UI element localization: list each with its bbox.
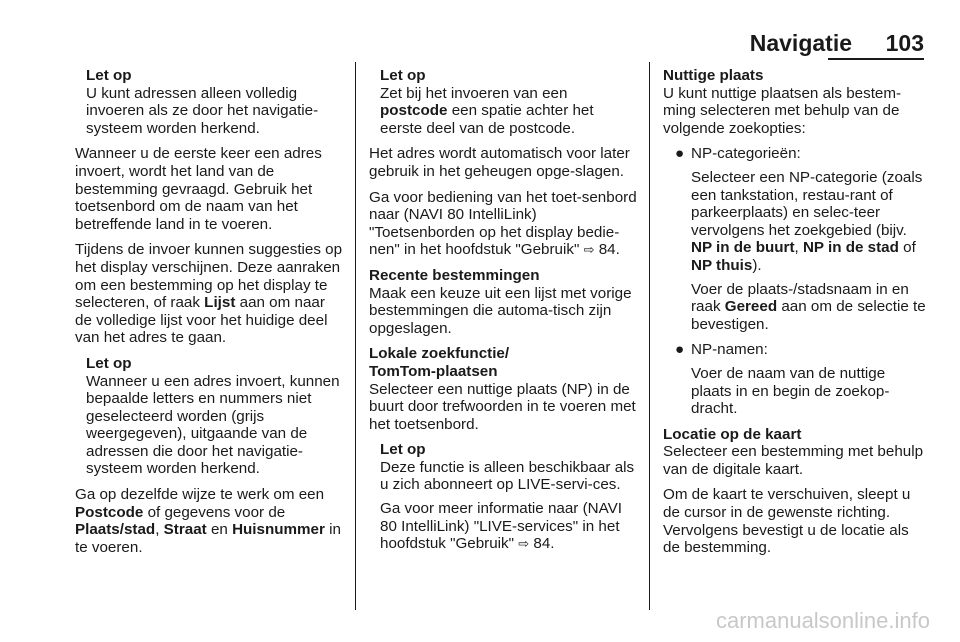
keyword-lijst: Lijst xyxy=(204,294,236,312)
text-run: en xyxy=(206,521,233,539)
paragraph: U kunt nuttige plaatsen als bestem-ming selecteren met behulp van de volgende zoekopties: xyxy=(663,84,902,137)
paragraph xyxy=(75,241,343,347)
text-run: of gegevens voor de xyxy=(143,503,286,521)
keyword-huisnummer: Huisnummer xyxy=(232,521,325,539)
section-heading: Nuttige plaats xyxy=(663,67,764,84)
text-run: , xyxy=(155,521,164,539)
keyword-np-buurt: NP in de buurt xyxy=(691,239,795,257)
note-title: Let op xyxy=(380,67,426,84)
paragraph: Maak een keuze uit een lijst met vorige bestemmingen die automa-tisch zijn opgeslagen. xyxy=(369,284,632,337)
section-heading: Lokale zoekfunctie/ xyxy=(369,345,510,363)
note-title: Let op xyxy=(380,441,426,459)
text-run: , xyxy=(794,239,803,257)
section-heading: TomTom-plaatsen xyxy=(369,362,498,380)
note-box xyxy=(380,441,637,553)
paragraph: Wanneer u de eerste keer een adres invoert, wordt het land van de bestemming gevraagd. Gebruik het toetsenbord om de naam van het betreffende land in te voeren. xyxy=(75,145,322,233)
note-text: Wanneer u een adres invoert, kunnen bepaalde letters en nummers niet geselecteerd worden (grijs weergegeven), uitgaande van de adressen die door het navigatie-systeem worden herkend. xyxy=(86,372,340,478)
column-divider-1 xyxy=(355,62,356,610)
text-run: een spatie achter het eerste deel van de postcode. xyxy=(380,102,594,137)
list-item xyxy=(663,341,929,417)
paragraph: Om de kaart te verschuiven, sleept u de cursor in de gewenste richting. Vervolgens bevestigt u de locatie als de bestemming. xyxy=(663,486,911,557)
watermark: carmanualsonline.info xyxy=(715,608,930,633)
note-text xyxy=(380,500,637,553)
text-run: Voer de plaats-/stadsnaam in en raak xyxy=(691,280,909,316)
paragraph: Selecteer een nuttige plaats (NP) in de buurt door trefwoorden in te voeren met het toetsenbord. xyxy=(369,380,636,433)
note-box xyxy=(86,355,343,478)
note-text: U kunt adressen alleen volledig invoeren als ze door het navigatie-systeem worden herkend. xyxy=(86,84,319,137)
note-title: Let op xyxy=(86,354,132,372)
section-title: Navigatie xyxy=(749,30,852,56)
text-run: Ga voor meer informatie naar (NAVI 80 IntelliLink) "LIVE-services" in het hoofdstuk "Gebruik" xyxy=(380,500,622,553)
section-heading: Locatie op de kaart xyxy=(663,425,802,443)
text-run: Ga op dezelfde wijze te werk om een xyxy=(75,486,325,504)
text-run: ). xyxy=(752,256,762,274)
page-reference: 84. xyxy=(594,241,620,259)
list-item-text xyxy=(691,169,929,275)
list-item-title: NP-categorieën: xyxy=(691,145,801,163)
text-run: aan om naar de volledige lijst voor het huidige deel van het adres te gaan. xyxy=(75,294,328,347)
bullet-icon: ● xyxy=(675,145,685,163)
text-run: Selecteer een NP-categorie (zoals een tankstation, restau-rant of parkeerplaats) en selec-teer vervolgens het zoekgebied (bijv. xyxy=(691,168,923,239)
list-item xyxy=(663,145,929,333)
page-number: 103 xyxy=(885,30,924,56)
list-item-title: NP-namen: xyxy=(691,341,768,359)
keyword-gereed: Gereed xyxy=(724,298,778,316)
paragraph xyxy=(75,486,343,556)
note-text: Deze functie is alleen beschikbaar als u zich abonneert op LIVE-servi-ces. xyxy=(380,458,635,494)
page-reference-arrow-icon: ⇨ xyxy=(583,242,595,258)
text-run: aan om de selectie te bevestigen. xyxy=(691,298,926,333)
header-rule xyxy=(828,58,924,60)
section-heading: Recente bestemmingen xyxy=(369,266,540,284)
bullet-icon: ● xyxy=(675,341,685,359)
page-reference-arrow-icon: ⇨ xyxy=(518,536,530,552)
column-2 xyxy=(369,67,637,561)
text-run: of xyxy=(898,239,916,257)
column-3 xyxy=(663,67,929,565)
paragraph xyxy=(369,189,637,259)
keyword-postcode: postcode xyxy=(380,102,448,120)
column-1 xyxy=(75,67,343,564)
text-run: Tijdens de invoer kunnen suggesties op het display verschijnen. Deze aanraken om een bestemming op het display te selecteren, of raak xyxy=(75,241,343,312)
keyword-postcode: Postcode xyxy=(75,503,144,521)
note-box xyxy=(86,67,343,137)
page-reference: 84. xyxy=(529,535,555,553)
list-item-text xyxy=(691,281,929,334)
list-item-text: Voer de naam van de nuttige plaats in en begin de zoekop-dracht. xyxy=(691,364,890,418)
keyword-np-thuis: NP thuis xyxy=(691,256,753,274)
paragraph: Het adres wordt automatisch voor later gebruik in het geheugen opge-slagen. xyxy=(369,145,630,180)
column-divider-2 xyxy=(649,62,650,610)
keyword-straat: Straat xyxy=(163,521,207,539)
keyword-plaats: Plaats/stad xyxy=(75,521,156,539)
text-run: in te voeren. xyxy=(75,521,341,556)
text-run: Zet bij het invoeren van een xyxy=(380,84,568,102)
page-header xyxy=(0,0,960,58)
note-box xyxy=(380,67,637,137)
keyword-np-stad: NP in de stad xyxy=(802,239,899,257)
paragraph: Selecteer een bestemming met behulp van de digitale kaart. xyxy=(663,443,924,478)
bullet-list xyxy=(663,145,929,417)
note-title: Let op xyxy=(86,67,132,84)
text-run: Ga voor bediening van het toet-senbord naar (NAVI 80 IntelliLink) "Toetsenborden op het display bedie-nen" in het hoofdstuk "Gebruik" xyxy=(369,188,637,259)
